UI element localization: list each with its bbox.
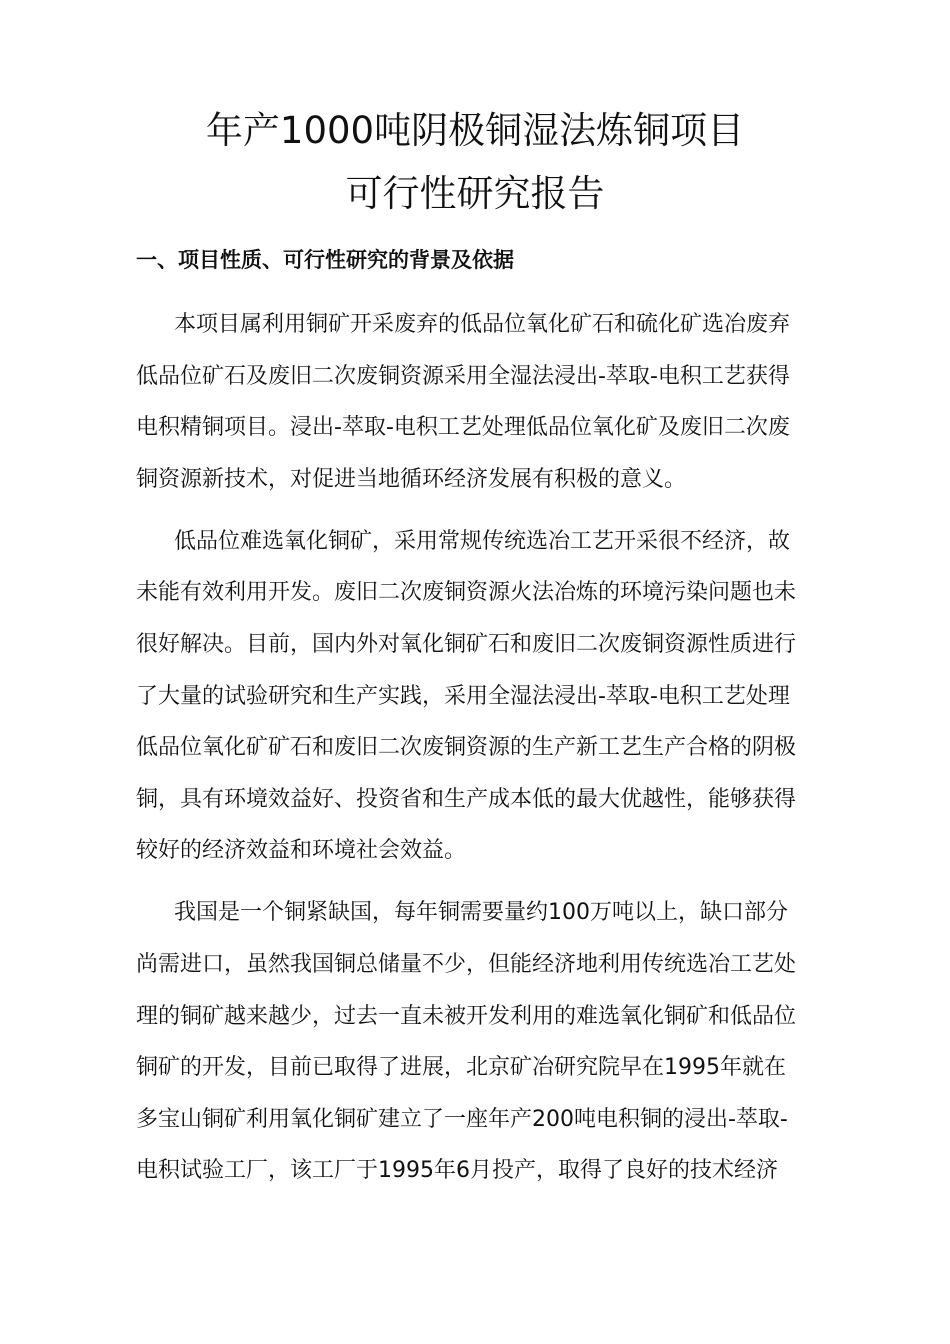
paragraph-3-line-2: 尚需进口，虽然我国铜总储量不少，但能经济地利用传统选冶工艺处	[136, 952, 797, 977]
paragraph-3-line-4: 铜矿的开发，目前已取得了进展，北京矿冶研究院早在1995年就在	[136, 1055, 786, 1080]
paragraph-2-line-2: 未能有效利用开发。废旧二次废铜资源火法冶炼的环境污染问题也未	[136, 580, 797, 605]
document-title-line-2: 可行性研究报告	[345, 172, 605, 215]
document-title-line-1: 年产1000吨阴极铜湿法炼铜项目	[205, 109, 745, 152]
paragraph-1-line-2: 低品位矿石及废旧二次废铜资源采用全湿法浸出-萃取-电积工艺获得	[136, 364, 790, 389]
paragraph-3-line-3: 理的铜矿越来越少，过去一直未被开发利用的难选氧化铜矿和低品位	[136, 1004, 797, 1029]
paragraph-3-line-5: 多宝山铜矿利用氧化铜矿建立了一座年产200吨电积铜的浸出-萃取-	[136, 1107, 788, 1132]
paragraph-2-line-4: 了大量的试验研究和生产实践，采用全湿法浸出-萃取-电积工艺处理	[136, 684, 790, 709]
paragraph-2-line-5: 低品位氧化矿矿石和废旧二次废铜资源的生产新工艺生产合格的阴极	[136, 735, 797, 760]
paragraph-2-line-6: 铜，具有环境效益好、投资省和生产成本低的最大优越性，能够获得	[136, 787, 797, 812]
paragraph-1-line-3: 电积精铜项目。浸出-萃取-电积工艺处理低品位氧化矿及废旧二次废	[136, 415, 790, 440]
paragraph-1-line-1: 本项目属利用铜矿开采废弃的低品位氧化矿石和硫化矿选冶废弃	[174, 312, 791, 337]
paragraph-2-line-3: 很好解决。目前，国内外对氧化铜矿石和废旧二次废铜资源性质进行	[136, 632, 797, 657]
paragraph-3-line-1: 我国是一个铜紧缺国，每年铜需要量约100万吨以上，缺口部分	[174, 900, 788, 925]
section-heading: 一、项目性质、可行性研究的背景及依据	[136, 248, 514, 272]
paragraph-1-line-4: 铜资源新技术，对促进当地循环经济发展有积极的意义。	[136, 467, 687, 492]
paragraph-2-line-1: 低品位难选氧化铜矿，采用常规传统选冶工艺开采很不经济，故	[174, 529, 791, 554]
paragraph-3-line-6: 电积试验工厂，该工厂于1995年6月投产，取得了良好的技术经济	[136, 1158, 778, 1183]
paragraph-2-line-7: 较好的经济效益和环境社会效益。	[136, 838, 467, 863]
